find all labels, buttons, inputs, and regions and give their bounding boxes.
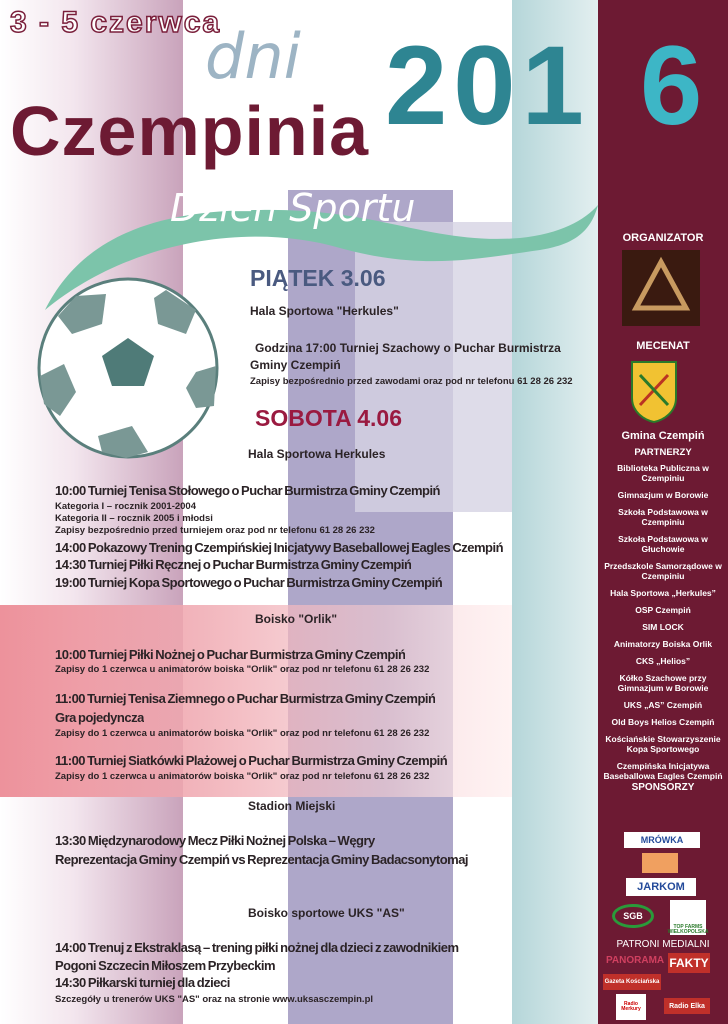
- uks-venue: Boisko sportowe UKS "AS": [248, 906, 405, 920]
- stadion-venue: Stadion Miejski: [248, 799, 336, 813]
- event-ekstraklasa: 14:00 Trenuj z Ekstraklasą – trening piłki nożnej dla dzieci z zawodnikiem: [55, 940, 459, 955]
- sponsor-logo-mrowka: MRÓWKA: [624, 832, 700, 848]
- patron-label: MECENAT: [636, 340, 690, 352]
- media-logo-fakty: FAKTY: [668, 953, 710, 973]
- partner-item: Animatorzy Boiska Orlik: [613, 639, 713, 649]
- event-tennis: 11:00 Turniej Tenisa Ziemnego o Puchar Burmistrza Gminy Czempiń: [55, 691, 436, 706]
- partner-item: Biblioteka Publiczna w Czempiniu: [617, 463, 709, 483]
- sponsors-label: SPONSORZY: [631, 782, 695, 793]
- event-note: Kategoria II – rocznik 2005 i młodsi: [55, 513, 213, 524]
- event-kids-tournament: 14:30 Piłkarski turniej dla dzieci: [55, 975, 230, 990]
- title-czempinia: Czempinia: [10, 92, 370, 170]
- sidebar: [598, 0, 728, 1024]
- sponsor-logo-egg: [642, 853, 678, 873]
- partner-item: Przedszkole Samorządowe w Czempiniu: [604, 561, 722, 581]
- media-logo-gazeta: Gazeta Kościańska: [603, 974, 661, 990]
- coat-of-arms-icon: [630, 360, 678, 424]
- media-logo-radio-elka: Radio Elka: [664, 998, 710, 1014]
- event-note: Zapisy do 1 czerwca u animatorów boiska "Orlik" oraz pod nr telefonu 61 28 26 232: [55, 771, 430, 782]
- friday-heading: PIĄTEK 3.06: [250, 265, 386, 291]
- sponsor-logo-sgb: SGB: [612, 904, 654, 928]
- uks-note: Szczegóły u trenerów UKS "AS" oraz na stronie www.uksasczempin.pl: [55, 994, 374, 1005]
- event-kopa: 19:00 Turniej Kopa Sportowego o Puchar Burmistrza Gminy Czempiń: [55, 575, 443, 590]
- friday-note: Zapisy bezpośrednio przed zawodami oraz pod nr telefonu 61 28 26 232: [250, 376, 573, 387]
- event-volleyball: 11:00 Turniej Siatkówki Plażowej o Puchar Burmistrza Gminy Czempiń: [55, 753, 448, 768]
- soccer-ball-icon: [36, 276, 220, 460]
- media-label: PATRONI MEDIALNI: [616, 939, 710, 950]
- event-note: Kategoria I – rocznik 2001-2004: [55, 501, 196, 512]
- partner-item: Gimnazjum w Borowie: [617, 490, 709, 500]
- sponsor-logo-jarkom: JARKOM: [626, 878, 696, 896]
- friday-event: Godzina 17:00 Turniej Szachowy o Puchar Burmistrza: [255, 341, 561, 355]
- event-tennis-cont: Gra pojedyncza: [55, 710, 144, 725]
- event-ekstraklasa-cont: Pogoni Szczecin Miłoszem Przybeckim: [55, 958, 276, 973]
- event-match-cont: Reprezentacja Gminy Czempiń vs Reprezentacja Gminy Badacsonytomaj: [55, 852, 469, 867]
- partner-item: OSP Czempiń: [635, 605, 691, 615]
- partner-item: Hala Sportowa „Herkules”: [610, 588, 716, 598]
- partner-item: Szkoła Podstawowa w Głuchowie: [618, 534, 708, 554]
- title-dni: dni: [205, 20, 301, 93]
- partner-item: Kółko Szachowe przy Gimnazjum w Borowie: [617, 673, 709, 693]
- event-note: Zapisy do 1 czerwca u animatorów boiska "Orlik" oraz pod nr telefonu 61 28 26 232: [55, 664, 430, 675]
- event-note: Zapisy bezpośrednio przed turniejem oraz pod nr telefonu 61 28 26 232: [55, 525, 375, 536]
- title-year: 201: [385, 23, 590, 148]
- event-baseball: 14:00 Pokazowy Trening Czempińskiej Inicjatywy Baseballowej Eagles Czempiń: [55, 540, 504, 555]
- title-year-last-digit: 6: [640, 23, 703, 148]
- orlik-venue: Boisko "Orlik": [255, 612, 338, 626]
- organizer-label: ORGANIZATOR: [622, 232, 704, 244]
- partner-item: Kościańskie Stowarzyszenie Kopa Sportowego: [605, 734, 721, 754]
- partner-item: Old Boys Helios Czempiń: [611, 717, 715, 727]
- media-logo-panorama: PANORAMA: [606, 955, 665, 966]
- event-match: 13:30 Międzynarodowy Mecz Piłki Nożnej Polska – Węgry: [55, 833, 375, 848]
- event-table-tennis: 10:00 Turniej Tenisa Stołowego o Puchar Burmistrza Gminy Czempiń: [55, 483, 440, 498]
- friday-event-cont: Gminy Czempiń: [250, 358, 341, 372]
- event-handball: 14:30 Turniej Piłki Ręcznej o Puchar Burmistrza Gminy Czempiń: [55, 557, 412, 572]
- saturday-venue: Hala Sportowa Herkules: [248, 447, 386, 461]
- subtitle-dzien-sportu: Dzień Sportu: [170, 186, 416, 230]
- sponsor-logo-topfarms: TOP FARMS WIELKOPOLSKA: [670, 900, 706, 935]
- event-dates: 3 - 5 czerwca: [10, 6, 222, 39]
- partner-item: UKS „AS” Czempiń: [623, 700, 703, 710]
- patron-name: Gmina Czempiń: [621, 430, 705, 442]
- partners-label: PARTNERZY: [634, 447, 692, 458]
- event-note: Zapisy do 1 czerwca u animatorów boiska "Orlik" oraz pod nr telefonu 61 28 26 232: [55, 728, 430, 739]
- partner-item: Szkoła Podstawowa w Czempiniu: [618, 507, 708, 527]
- media-logo-merkury: Radio Merkury: [616, 994, 646, 1020]
- event-football: 10:00 Turniej Piłki Nożnej o Puchar Burmistrza Gminy Czempiń: [55, 647, 406, 662]
- partner-item: CKS „Helios”: [635, 656, 691, 666]
- partner-item: Czempińska Inicjatywa Baseballowa Eagles Czempiń: [603, 761, 723, 781]
- partners-list: [598, 448, 728, 793]
- saturday-heading: SOBOTA 4.06: [255, 405, 402, 431]
- friday-venue: Hala Sportowa "Herkules": [250, 304, 399, 318]
- partner-item: SIM LOCK: [642, 622, 684, 632]
- organizer-logo: [622, 250, 700, 326]
